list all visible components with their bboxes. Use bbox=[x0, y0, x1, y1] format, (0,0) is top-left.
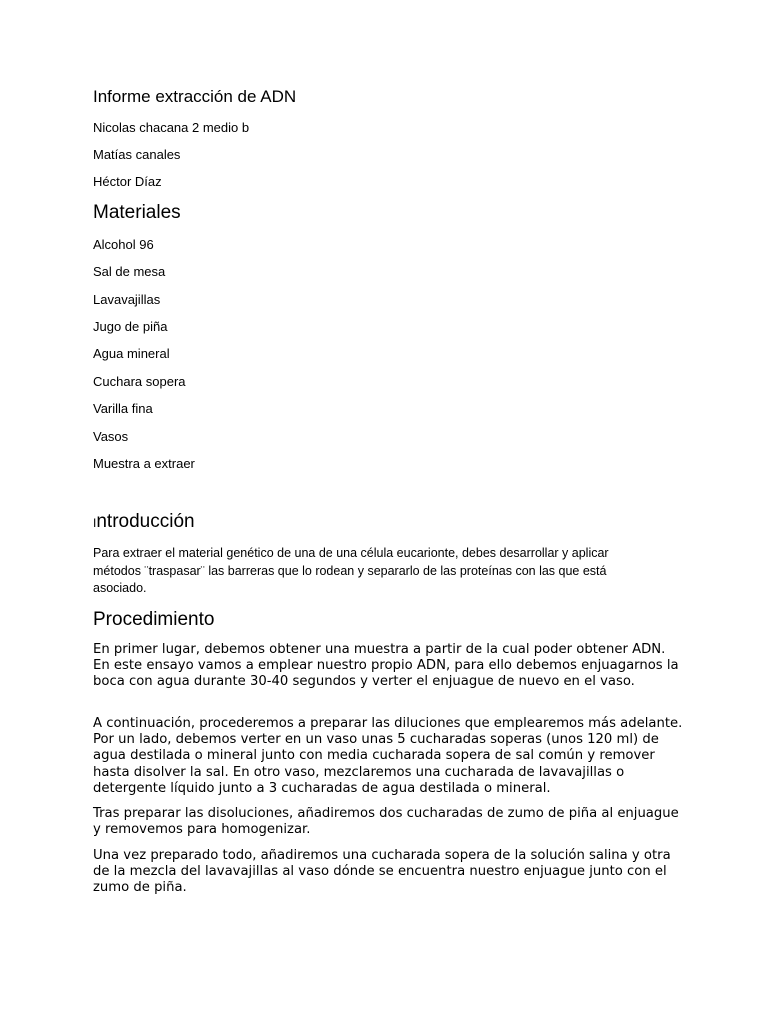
procedure-paragraph: En primer lugar, debemos obtener una muestra a partir de la cual poder obtener ADN. En este ensayo vamos a emplear nuestro propio ADN, para ello debemos enjuagarnos la boca con agua durante 30-40 segundos y verter el enjuague de nuevo en el vaso. bbox=[93, 642, 679, 690]
introduction-heading bbox=[93, 511, 195, 533]
procedure-paragraph: Una vez preparado todo, añadiremos una cucharada sopera de la solución salina y otra de la mezcla del lavavajillas al vaso dónde se encuentra nuestro enjuague junto con el zumo de piña. bbox=[93, 848, 671, 896]
introduction-heading-initial: I bbox=[93, 516, 97, 530]
introduction-heading-rest: ntroducción bbox=[96, 511, 195, 532]
introduction-paragraph: Para extraer el material genético de una de una célula eucarionte, debes desarrollar y aplicar métodos ¨traspasar¨ las barreras que lo rodean y separarlo de las proteínas con las que está asociado. bbox=[93, 546, 609, 595]
author-line: Matías canales bbox=[93, 147, 181, 162]
author-line: Nicolas chacana 2 medio b bbox=[93, 120, 250, 135]
procedure-heading: Procedimiento bbox=[93, 609, 215, 630]
material-item: Sal de mesa bbox=[93, 264, 166, 279]
document-title: Informe extracción de ADN bbox=[93, 87, 297, 106]
materials-heading: Materiales bbox=[93, 202, 181, 223]
procedure-paragraph: Tras preparar las disoluciones, añadiremos dos cucharadas de zumo de piña al enjuague y removemos para homogenizar. bbox=[93, 806, 679, 838]
material-item: Vasos bbox=[93, 429, 129, 444]
material-item: Cuchara sopera bbox=[93, 374, 186, 389]
procedure-paragraph: A continuación, procederemos a preparar las diluciones que emplearemos más adelante. Por un lado, debemos verter en un vaso unas 5 cucharadas soperas (unos 120 ml) de agua destilada o mineral junto con media cucharada sopera de sal común y remover hasta disolver la sal. En otro vaso, mezclaremos una cucharada de lavavajillas o detergente líquido junto a 3 cucharadas de agua destilada o mineral. bbox=[93, 716, 683, 796]
author-line: Héctor Díaz bbox=[93, 174, 162, 189]
material-item: Agua mineral bbox=[93, 346, 170, 361]
material-item: Muestra a extraer bbox=[93, 456, 195, 471]
material-item: Jugo de piña bbox=[93, 319, 168, 334]
material-item: Lavavajillas bbox=[93, 292, 161, 307]
material-item: Alcohol 96 bbox=[93, 237, 154, 252]
material-item: Varilla fina bbox=[93, 401, 153, 416]
